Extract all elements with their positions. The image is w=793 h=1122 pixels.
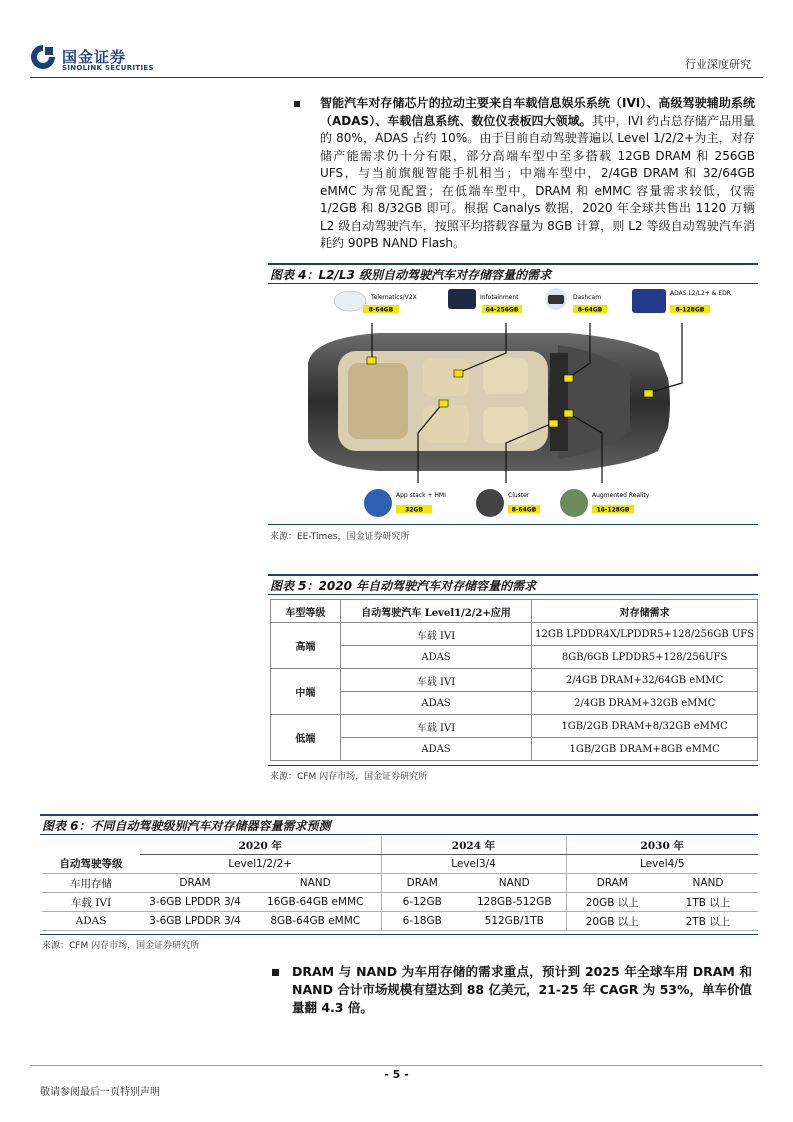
t5-title: 图表 5：2020 年自动驾驶汽车对存储容量的需求 [270,579,537,593]
t5-cell: 8GB/6GB LPDDR5+128/256UFS [532,646,758,669]
t6-sub: DRAM [140,874,250,893]
t5-cell: 12GB LPDDR4X/LPDDR5+128/256GB UFS [532,623,758,646]
table-row [271,623,758,646]
paragraph-market-forecast: DRAM 与 NAND 为车用存储的需求重点，预计到 2025 年全球车用 DRAM 和 NAND 合计市场规模有望达到 88 亿美元，21-25 年 CAGR 为 53%，单车价值量翻 4.3 倍。 [292,964,752,1015]
fig4-source: 来源：EE-Times，国金证券研究所 [270,532,410,542]
t5-cell: 车载 IVI [340,669,532,692]
t5-bottom-rule [268,765,758,766]
seat-mid-2 [423,405,469,443]
t6-cell: 16GB-64GB eMMC [250,893,381,912]
header-divider [30,77,763,78]
t5-header: 自动驾驶汽车 Level1/2/2+应用 [340,600,532,623]
module-infotainment-name: Infotainment [480,294,519,301]
table-row [271,738,758,761]
disclaimer-note: 敬请参阅最后一页特别声明 [40,1087,160,1098]
t6-year-row [42,836,758,855]
para1-bold: 智能汽车对存储芯片的拉动主要来自车载信息娱乐系统（IVI）、高级驾驶辅助系统（ADAS）、车载信息系统、数位仪表板四大领域。 [320,96,755,128]
t6-sub: NAND [250,874,381,893]
t5-header: 车型等级 [271,600,341,623]
module-adas-cap: 8-128GB [675,306,705,314]
table-row [42,893,758,912]
fig4-top-rule [268,263,758,265]
module-dashcam-cap: 8-64GB [577,306,603,314]
t6-bottom-rule [40,934,758,935]
module-telematics [334,291,417,314]
module-infotainment [448,289,522,314]
t6-level: Level3/4 [381,855,566,874]
table-row [271,669,758,692]
seat-front-1 [483,358,528,394]
module-ar-cap: 16-128GB [596,506,630,514]
module-telematics-cap: 8-64GB [368,306,394,314]
module-cluster [476,489,540,517]
t6-cell: 20GB 以上 [566,893,658,912]
fig4-car-diagram [268,283,758,523]
t5-header: 对存储需求 [532,600,758,623]
t5-top-rule [268,574,758,576]
chip-1 [367,357,376,364]
module-adas-name: ADAS L2/L2+ & EDR [670,290,731,297]
module-ar [560,489,650,517]
seat-front-2 [483,407,528,443]
para1-text: 其中，IVI 约占总存储产品用量的 80%，ADAS 占约 10%。由于目前自动驾驶普遍以 Level 1/2/2+为主，对存储产能需求仍十分有限，部分高端车型中至多搭载 12GB DRAM 和 256GB UFS，与当前旗舰智能手机相当；中端车型中，2/4GB DRAM 和 32/64GB eMMC 为常见配置；在低端车型中，DRAM 和 eMMC 容量需求较低，仅需 1/2GB 和 8/32GB 即可。根据 Canalys 数据，2020 年全球共售出 1120 万辆 L2 级自动驾驶汽车，按照平均搭载容量为 8GB 计算，则 L2 等级自动驾驶汽车消耗约 90PB NAND Flash。 [320,113,755,250]
t6-sub: DRAM [566,874,658,893]
t6-year: 2024 年 [381,836,566,855]
t6-sub: DRAM [381,874,463,893]
t5-table [270,599,758,761]
t6-cell: 20GB 以上 [566,912,658,931]
report-type: 行业深度研究 [685,58,751,71]
table-row [271,692,758,715]
t6-year: 2020 年 [140,836,381,855]
module-app-stack [364,489,446,517]
t5-cell: 车载 IVI [340,715,532,738]
t6-source: 来源：CFM 闪存市场，国金证券研究所 [42,941,200,951]
table-row [271,646,758,669]
bullet-icon [294,101,300,107]
t6-storage-label: 车用存储 [42,874,140,893]
t6-sub: NAND [463,874,566,893]
t6-cell: 3-6GB LPDDR 3/4 [140,893,250,912]
fig4-title: 图表 4：L2/L3 级别自动驾驶汽车对存储容量的需求 [270,268,552,282]
module-cluster-cap: 8-64GB [511,506,537,514]
t5-group: 低端 [271,715,341,761]
chip-5 [439,400,448,407]
t6-cell: 8GB-64GB eMMC [250,912,381,931]
t6-sub: NAND [658,874,758,893]
chip-7 [564,410,573,417]
bullet-icon [272,969,279,976]
module-infotainment-cap: 64-256GB [485,306,519,314]
t6-cell: 6-18GB [381,912,463,931]
t5-header-row [271,600,758,623]
t5-cell: 2/4GB DRAM+32GB eMMC [532,692,758,715]
module-telematics-name: Telematics/V2X [371,294,417,301]
table-row [271,715,758,738]
t6-title: 图表 6：不同自动驾驶级别汽车对存储器容量需求预测 [42,819,331,833]
t6-sub-row [42,874,758,893]
t5-cell: ADAS [340,738,532,761]
seat-rear [348,363,408,439]
t5-cell: 车载 IVI [340,623,532,646]
chip-2 [454,370,463,377]
t5-cell: ADAS [340,646,532,669]
t6-top-rule [40,814,758,816]
paragraph-storage-demand [320,95,755,253]
t6-level: Level1/2/2+ [140,855,381,874]
t5-cell: ADAS [340,692,532,715]
logo-mark-icon [30,44,56,70]
t6-cell: 512GB/1TB [463,912,566,931]
t6-table [42,836,758,931]
module-ar-name: Augmented Reality [592,492,650,499]
t6-title-rule [40,834,758,835]
t5-cell: 2/4GB DRAM+32/64GB eMMC [532,669,758,692]
t6-cell: 6-12GB [381,893,463,912]
t6-cell: 3-6GB LPDDR 3/4 [140,912,250,931]
t6-row-label: 车载 IVI [42,893,140,912]
module-cluster-name: Cluster [508,492,530,499]
chip-3 [564,375,573,382]
t6-level-label: 自动驾驶等级 [42,855,140,874]
module-dashcam-name: Dashcam [573,294,602,301]
t5-group: 高端 [271,623,341,669]
t5-cell: 1GB/2GB DRAM+8GB eMMC [532,738,758,761]
t6-level-row [42,855,758,874]
chip-4 [644,390,653,397]
t6-year: 2030 年 [566,836,758,855]
t5-title-rule [268,594,758,595]
logo-en: SINOLINK SECURITIES [62,64,154,72]
t5-group: 中端 [271,669,341,715]
t6-level: Level4/5 [566,855,758,874]
module-app-name: App stack + HMI [396,492,446,499]
module-dashcam [545,288,607,314]
table-row [42,912,758,931]
footer-divider [30,1065,763,1066]
t6-cell: 2TB 以上 [658,912,758,931]
dashboard [550,353,568,451]
t5-source: 来源：CFM 闪存市场，国金证券研究所 [270,772,428,782]
page-number: - 5 - [384,1068,409,1081]
fig4-bottom-rule [268,524,758,525]
module-adas [632,289,731,314]
t6-cell: 128GB-512GB [463,893,566,912]
module-app-cap: 32GB [405,506,423,514]
t5-cell: 1GB/2GB DRAM+8/32GB eMMC [532,715,758,738]
t6-cell: 1TB 以上 [658,893,758,912]
logo-cn: 国金证券 [62,48,127,66]
chip-6 [549,420,558,427]
t6-row-label: ADAS [42,912,140,931]
